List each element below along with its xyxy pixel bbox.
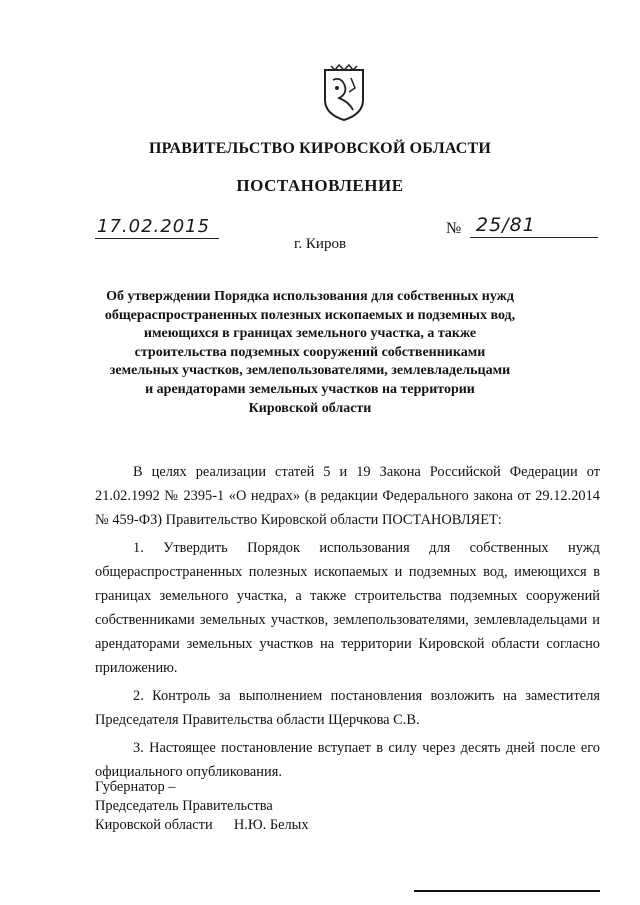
item-3-paragraph: 3. Настоящее постановление вступает в силу через десять дней после его официального опубликования. — [95, 740, 600, 780]
document-number: 25/81 — [476, 214, 536, 236]
title-line: Кировской области — [248, 400, 372, 416]
signature-position-2: Председатель Правительства — [95, 798, 273, 814]
item-1-paragraph: 1. Утвердить Порядок использования для собственных нужд общераспространенных полезных ископаемых и подземных вод, имеющихся в границах земельного участка, а также строительства подземных сооружений собственниками земельных участков, землепользователями, землевладельцами и арендаторами земельных участков на территории Кировской области согласно приложению. — [95, 540, 600, 676]
document-date: 17.02.2015 — [97, 216, 211, 237]
document-type: ПОСТАНОВЛЕНИЕ — [236, 176, 404, 195]
city: г. Киров — [293, 236, 347, 252]
signature-line-3 — [95, 816, 309, 835]
signature-org: Кировской области — [95, 817, 213, 833]
title-line: Об утверждении Порядка использования для собственных нужд — [106, 289, 514, 304]
signature-block — [95, 778, 309, 835]
signature-position: Губернатор – — [95, 779, 176, 795]
title-line: общераспространенных полезных ископаемых и подземных вод, — [104, 307, 516, 323]
document-body — [95, 460, 600, 784]
footer-rule — [414, 890, 600, 892]
title-line: имеющихся в границах земельного участка, а также — [143, 326, 477, 342]
signatory-name: Н.Ю. Белых — [233, 817, 309, 833]
item-2-paragraph: 2. Контроль за выполнением постановления возложить на заместителя Председателя Правительства области Щерчкова С.В. — [95, 688, 600, 728]
coat-of-arms-icon — [321, 64, 367, 122]
title-line: и арендаторами земельных участков на территории — [145, 381, 475, 397]
title-line: строительства подземных сооружений собственниками — [134, 344, 486, 360]
title-line: земельных участков, землепользователями, землевладельцами — [109, 363, 511, 379]
preamble-paragraph: В целях реализации статей 5 и 19 Закона Российской Федерации от 21.02.1992 № 2395-1 «О недрах» (в редакции Федерального закона от 29.12.2014 № 459-ФЗ) Правительство Кировской области ПОСТАНОВЛЯЕТ: — [95, 464, 600, 528]
number-label: № — [446, 220, 462, 237]
organization-name: ПРАВИТЕЛЬСТВО КИРОВСКОЙ ОБЛАСТИ — [148, 140, 492, 157]
document-title — [100, 288, 520, 418]
